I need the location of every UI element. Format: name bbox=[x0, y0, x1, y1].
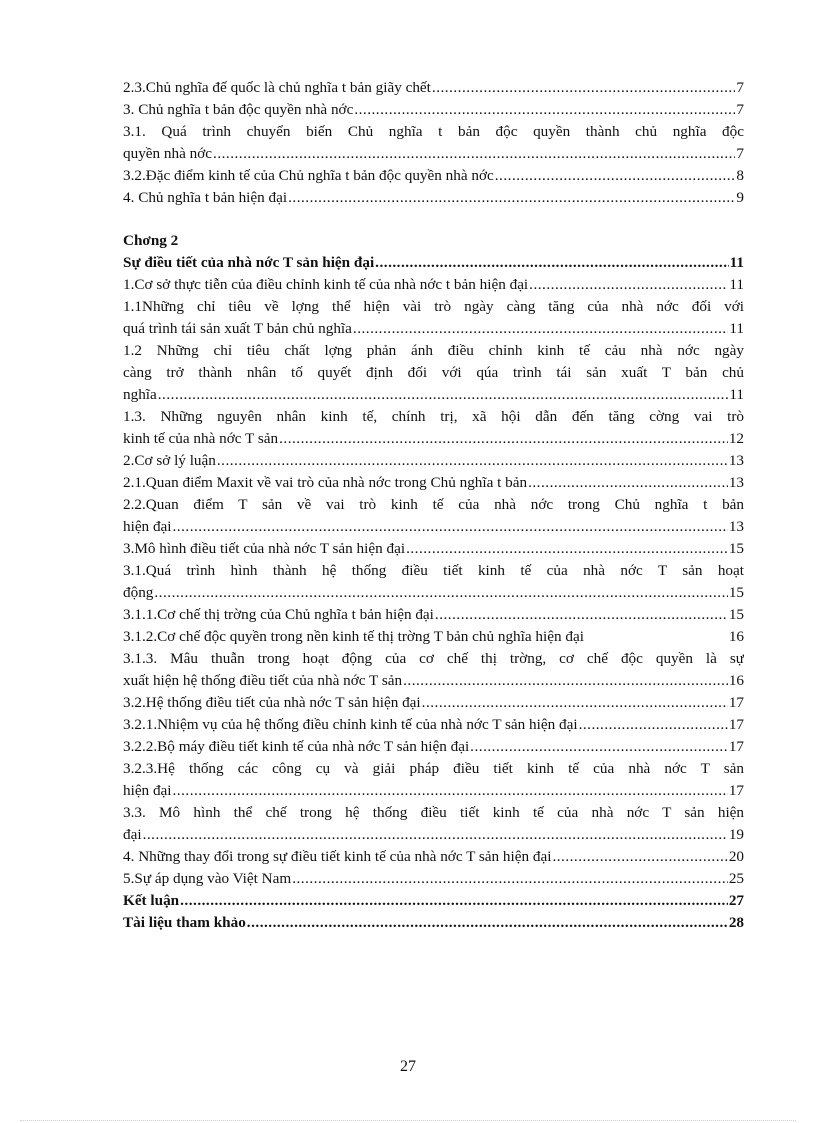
toc-entry-title: động bbox=[123, 584, 154, 601]
dot-leader bbox=[422, 692, 728, 714]
dot-leader bbox=[279, 428, 728, 450]
toc-entry[interactable] bbox=[123, 516, 744, 538]
dot-leader bbox=[288, 187, 735, 209]
dot-leader bbox=[403, 670, 728, 692]
toc-entry[interactable] bbox=[123, 582, 744, 604]
toc-entry-page: 7 bbox=[736, 101, 744, 118]
toc-entry-title: 3.1.2.Cơ chế độc quyền trong nền kinh tế thị trờng T bản chủ nghĩa hiện đại bbox=[123, 628, 584, 645]
dot-leader bbox=[247, 912, 728, 934]
toc-entry-title: 3. Chủ nghĩa t bản độc quyền nhà nớc bbox=[123, 101, 354, 118]
toc-entry-page: 12 bbox=[728, 430, 744, 447]
toc-entry-page: 17 bbox=[728, 738, 744, 755]
dot-leader bbox=[495, 165, 736, 187]
toc-entry[interactable] bbox=[123, 318, 744, 340]
toc-entry[interactable] bbox=[123, 274, 744, 296]
toc-entry-page: 11 bbox=[729, 386, 744, 403]
toc-entry[interactable] bbox=[123, 77, 744, 99]
toc-entry-title: 4. Chủ nghĩa t bản hiện đại bbox=[123, 189, 288, 206]
table-of-contents bbox=[123, 77, 744, 934]
toc-entry[interactable] bbox=[123, 780, 744, 802]
toc-entry-text-line: 3.1.3. Mâu thuẫn trong hoạt động của cơ chế thị trờng, cơ chế độc quyền là sự bbox=[123, 650, 744, 667]
toc-entry-title: 5.Sự áp dụng vào Việt Nam bbox=[123, 870, 292, 887]
dot-leader bbox=[470, 736, 728, 758]
toc-entry-title: 2.Cơ sở lý luận bbox=[123, 452, 216, 469]
dot-leader bbox=[143, 824, 728, 846]
toc-entry-title: hiện đại bbox=[123, 518, 172, 535]
dot-leader bbox=[529, 274, 728, 296]
toc-entry-page: 17 bbox=[728, 782, 744, 799]
toc-entry[interactable] bbox=[123, 99, 744, 121]
toc-entry-title: 3.2.1.Nhiệm vụ của hệ thống điều chỉnh kinh tế của nhà nớc T sản hiện đại bbox=[123, 716, 578, 733]
toc-entry-title: hiện đại bbox=[123, 782, 172, 799]
toc-entry-page: 15 bbox=[728, 584, 744, 601]
chapter-title-entry[interactable] bbox=[123, 252, 744, 274]
toc-entry-page: 28 bbox=[728, 914, 744, 931]
dot-leader bbox=[552, 846, 727, 868]
toc-entry[interactable] bbox=[123, 868, 744, 890]
toc-entry-title: quá trình tái sản xuất T bản chủ nghĩa bbox=[123, 320, 352, 337]
toc-entry-title: 1.Cơ sở thực tiễn của điều chỉnh kinh tế của nhà nớc t bản hiện đại bbox=[123, 276, 529, 293]
toc-section-chapter-1-end bbox=[123, 77, 744, 209]
toc-entry-page: 9 bbox=[736, 189, 744, 206]
toc-entry[interactable] bbox=[123, 846, 744, 868]
page-bottom-rule bbox=[20, 1120, 796, 1121]
dot-leader bbox=[180, 890, 728, 912]
toc-entry-title: 4. Những thay đổi trong sự điều tiết kinh tế của nhà nớc T sản hiện đại bbox=[123, 848, 552, 865]
toc-entry[interactable] bbox=[123, 824, 744, 846]
toc-entry-text-line: 3.1.Quá trình hình thành hệ thống điều tiết kinh tế của nhà nớc T sản hoạt bbox=[123, 562, 744, 579]
toc-entry[interactable] bbox=[123, 626, 744, 648]
toc-entry-title: Tài liệu tham khảo bbox=[123, 914, 246, 931]
dot-leader bbox=[173, 516, 728, 538]
dot-leader bbox=[432, 77, 736, 99]
toc-entry-page: 20 bbox=[728, 848, 744, 865]
toc-entry-text-line: 3.1. Quá trình chuyển biến Chủ nghĩa t bản độc quyền thành chủ nghĩa độc bbox=[123, 123, 744, 140]
toc-entry-title: Kết luận bbox=[123, 892, 180, 909]
chapter-title-page: 11 bbox=[729, 254, 744, 271]
dot-leader bbox=[173, 780, 728, 802]
toc-entry[interactable] bbox=[123, 187, 744, 209]
toc-entry-page: 27 bbox=[728, 892, 744, 909]
toc-section-end-matter bbox=[123, 890, 744, 934]
toc-entry[interactable] bbox=[123, 143, 744, 165]
toc-entry-text-line: 1.1Những chỉ tiêu về lợng thể hiện vài trò ngày càng tăng của nhà nớc đối với bbox=[123, 298, 744, 315]
toc-entry-page: 11 bbox=[729, 276, 744, 293]
dot-leader bbox=[579, 714, 728, 736]
dot-leader bbox=[528, 472, 728, 494]
dot-leader bbox=[158, 384, 729, 406]
toc-entry-title: 3.2.Đặc điểm kinh tế của Chủ nghĩa t bản độc quyền nhà nớc bbox=[123, 167, 494, 184]
toc-entry-page: 13 bbox=[728, 518, 744, 535]
dot-leader bbox=[217, 450, 728, 472]
toc-entry-title: kinh tế của nhà nớc T sản bbox=[123, 430, 279, 447]
chapter-label: Chơng 2 bbox=[123, 232, 179, 249]
toc-entry-text-line: 1.2 Những chỉ tiêu chất lợng phản ánh điều chỉnh kinh tế cảu nhà nớc ngày bbox=[123, 342, 744, 359]
toc-entry-text-line: 1.3. Những nguyên nhân kinh tế, chính trị, xã hội dẫn đến tăng cờng vai trò bbox=[123, 408, 744, 425]
toc-entry[interactable] bbox=[123, 538, 744, 560]
toc-entry-title: 2.3.Chủ nghĩa đế quốc là chủ nghĩa t bản giãy chết bbox=[123, 79, 431, 96]
toc-entry-page: 19 bbox=[728, 826, 744, 843]
toc-entry-title: 3.2.Hệ thống điều tiết của nhà nớc T sản hiện đại bbox=[123, 694, 421, 711]
toc-entry[interactable] bbox=[123, 692, 744, 714]
toc-entry-page: 7 bbox=[736, 145, 744, 162]
toc-entry-title: nghĩa bbox=[123, 386, 157, 403]
toc-entry-title: 3.2.2.Bộ máy điều tiết kinh tế của nhà nớc T sản hiện đại bbox=[123, 738, 470, 755]
toc-entry-text-line: 3.2.3.Hệ thống các công cụ và giải pháp điều tiết kinh tế của nhà nớc T sản bbox=[123, 760, 744, 777]
toc-entry-page: 17 bbox=[728, 716, 744, 733]
toc-entry-text-line: 2.2.Quan điểm T sản về vai trò kinh tế của nhà nớc trong Chủ nghĩa t bản bbox=[123, 496, 744, 513]
toc-entry-title: đại bbox=[123, 826, 142, 843]
dot-leader bbox=[292, 868, 728, 890]
toc-entry-text-line: càng trở thành nhân tố quyết định đối với qúa trình tái sản xuất T bản chủ bbox=[123, 364, 744, 381]
dot-leader bbox=[375, 252, 728, 274]
toc-entry[interactable] bbox=[123, 604, 744, 626]
toc-entry[interactable] bbox=[123, 165, 744, 187]
toc-entry-page: 7 bbox=[736, 79, 744, 96]
toc-entry-page: 13 bbox=[728, 474, 744, 491]
chapter-title: Sự điều tiết của nhà nớc T sản hiện đại bbox=[123, 254, 375, 271]
toc-entry[interactable] bbox=[123, 912, 744, 934]
toc-entry[interactable] bbox=[123, 472, 744, 494]
toc-entry-text-line: 3.3. Mô hình thể chế trong hệ thống điều tiết kinh tế của nhà nớc T sản hiện bbox=[123, 804, 744, 821]
toc-entry-title: 3.1.1.Cơ chế thị trờng của Chủ nghĩa t bản hiện đại bbox=[123, 606, 434, 623]
toc-entry[interactable] bbox=[123, 384, 744, 406]
toc-entry-title: 2.1.Quan điểm Maxit về vai trò của nhà nớc trong Chủ nghĩa t bản bbox=[123, 474, 528, 491]
toc-entry[interactable] bbox=[123, 450, 744, 472]
toc-entry-page: 25 bbox=[728, 870, 744, 887]
dot-leader bbox=[406, 538, 728, 560]
toc-entry-title: xuất hiện hệ thống điều tiết của nhà nớc T sản bbox=[123, 672, 403, 689]
toc-entry-page: 15 bbox=[728, 606, 744, 623]
dot-leader bbox=[353, 318, 728, 340]
toc-entry[interactable] bbox=[123, 890, 744, 912]
toc-entry-page: 11 bbox=[729, 320, 744, 337]
toc-entry[interactable] bbox=[123, 736, 744, 758]
toc-entry-page: 15 bbox=[728, 540, 744, 557]
toc-entry[interactable] bbox=[123, 714, 744, 736]
toc-entry[interactable] bbox=[123, 670, 744, 692]
dot-leader bbox=[435, 604, 728, 626]
toc-entry[interactable] bbox=[123, 428, 744, 450]
toc-entry-page: 8 bbox=[736, 167, 744, 184]
dot-leader bbox=[354, 99, 735, 121]
toc-entry-title: 3.Mô hình điều tiết của nhà nớc T sản hiện đại bbox=[123, 540, 406, 557]
toc-entry-page: 13 bbox=[728, 452, 744, 469]
section-gap bbox=[123, 209, 744, 230]
page-number: 27 bbox=[400, 1058, 416, 1075]
dot-leader bbox=[213, 143, 735, 165]
toc-entry-page: 16 bbox=[728, 628, 744, 645]
toc-entry-page: 16 bbox=[728, 672, 744, 689]
toc-section-chapter-2 bbox=[123, 274, 744, 890]
dot-leader bbox=[154, 582, 727, 604]
toc-entry-page: 17 bbox=[728, 694, 744, 711]
toc-entry-title: quyền nhà nớc bbox=[123, 145, 213, 162]
